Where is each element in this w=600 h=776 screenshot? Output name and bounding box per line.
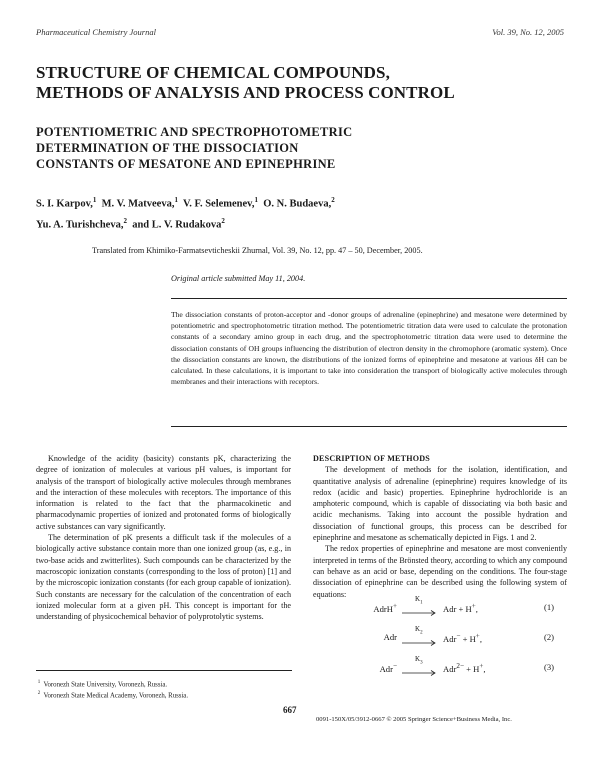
submission-date: Original article submitted May 11, 2004. bbox=[171, 274, 306, 283]
author-name: O. N. Budaeva, bbox=[263, 198, 332, 210]
equation-rhs-charge: 2− bbox=[456, 662, 464, 670]
affiliation-mark: 2 bbox=[221, 216, 225, 225]
section-title bbox=[36, 63, 576, 103]
equation-number: (1) bbox=[544, 602, 555, 612]
affiliation-mark: 2 bbox=[123, 216, 127, 225]
affiliation-mark: 2 bbox=[331, 196, 335, 204]
copyright-line: 0091-150X/05/3912-0667 © 2005 Springer Science+Business Media, Inc. bbox=[316, 716, 512, 723]
equation-punct: , bbox=[483, 663, 486, 674]
equation-rhs: Adr bbox=[443, 663, 457, 674]
section-title-line: METHODS OF ANALYSIS AND PROCESS CONTROL bbox=[36, 83, 455, 102]
equation-rhs-charge: + bbox=[471, 602, 476, 610]
equilibrium-arrow-icon bbox=[401, 664, 437, 676]
footnote: Voronezh State Medical Academy, Voronezh, Russia. bbox=[43, 692, 189, 700]
equation-punct: , bbox=[479, 633, 482, 644]
author-list bbox=[36, 192, 576, 233]
affiliation-mark: 1 bbox=[174, 196, 178, 204]
article-title-line: CONSTANTS OF MESATONE AND EPINEPHRINE bbox=[36, 157, 336, 171]
footnote-rule bbox=[36, 670, 292, 671]
footnote-mark: 2 bbox=[37, 691, 41, 697]
equation-2 bbox=[313, 625, 567, 650]
rate-constant-index: 1 bbox=[420, 600, 423, 606]
volume-info: Vol. 39, No. 12, 2005 bbox=[492, 27, 564, 37]
body-paragraph: Knowledge of the acidity (basicity) constants pK, characterizing the degree of ionization of molecules at various pH values, is important for analysis of the transport of biologically active molecules through membranes and the interaction of these molecules with receptors. The importance of this information is related to the fact that the pharmacokinetic and pharmacodynamic properties of ionized and protonated forms of biologically active substances can vary significantly. bbox=[36, 454, 291, 531]
article-title-line: DETERMINATION OF THE DISSOCIATION bbox=[36, 141, 299, 155]
equation-punct: , bbox=[475, 603, 478, 614]
section-heading: DESCRIPTION OF METHODS bbox=[313, 454, 430, 463]
body-paragraph: The determination of pK presents a difficult task if the molecules of a biologically active substance contain more than one ionized group (as, e.g., in two-base acids and zwitterlites). Such compounds can be characterized by the macroscopic ionization constants (corresponding to the loss of proton) [1] and by the microscopic ionization constants (for each group capable of ionization). Such constants are necessary for the calculation of the concentration of each ionized molecular form at a given pH. This concept is important for the understanding of physicochemical behavior of polyprotolytic systems. bbox=[36, 533, 291, 622]
section-title-line: STRUCTURE OF CHEMICAL COMPOUNDS, bbox=[36, 63, 390, 82]
equation-1 bbox=[313, 595, 567, 620]
equation-3 bbox=[313, 655, 567, 680]
equation-rhs-charge: − bbox=[456, 632, 461, 640]
translation-note: Translated from Khimiko-Farmatsevticheskii Zhurnal, Vol. 39, No. 12, pp. 47 – 50, December, 2005. bbox=[92, 246, 423, 255]
rate-constant-index: 2 bbox=[420, 630, 423, 636]
abstract: The dissociation constants of proton-acceptor and -donor groups of adrenaline (epinephrine) and mesatone were determined by potentiometric and spectrophotometric titration method. The potentiometric titration data were used to calculate the protonation constants of a secondary amino group in each drug, and the spectrophotometric titration data were used to determine the dissociation constants of OH groups influencing the distribution of electron density in the chromophore (aromatic system). Once the dissociation constants are known, the distributions of the ionized forms of epinephrine and mesatone at various δH can be calculated. In these calculations, it is important to take into consideration the transport of biologically active molecules through membranes and their interactions with receptors. bbox=[171, 310, 567, 387]
journal-name: Pharmaceutical Chemistry Journal bbox=[36, 27, 156, 37]
equation-lhs: Adr bbox=[379, 663, 393, 674]
abstract-bottom-rule bbox=[171, 426, 567, 427]
abstract-top-rule bbox=[171, 298, 567, 299]
equation-rhs-charge: + bbox=[475, 632, 480, 640]
left-column bbox=[36, 453, 291, 622]
body-paragraph: The redox properties of epinephrine and mesatone are most conveniently interpreted in terms of the Brönsted theory, according to which any compound can behave as an acid or base, depending on the conditions. The four-stage dissociation of epinephrine can be described using the following system of equations: bbox=[313, 544, 567, 599]
equation-lhs-charge: − bbox=[392, 662, 397, 670]
author-name: Yu. A. Turishcheva, bbox=[36, 219, 124, 230]
rate-constant: K bbox=[415, 625, 421, 633]
equation-rhs: + H bbox=[464, 663, 480, 674]
equation-number: (2) bbox=[544, 632, 555, 642]
equation-lhs-charge: + bbox=[392, 602, 397, 610]
equilibrium-arrow-icon bbox=[401, 634, 437, 646]
equation-rhs: Adr + H bbox=[443, 603, 472, 614]
footnote-mark: 1 bbox=[37, 680, 41, 685]
footnotes bbox=[36, 678, 292, 701]
rate-constant-index: 3 bbox=[420, 660, 423, 666]
author-name: M. V. Matveeva, bbox=[101, 198, 175, 210]
body-paragraph: The development of methods for the isolation, identification, and quantitative analysis of adrenaline (epinephrine) requires knowledge of its redox (acidic and basic) properties. Epinephrine hydrochloride is an amphoteric compound, which is capable of dissociating via both basic and acidic mechanisms. Taking into account the possible hydration and dissociation of functional groups, this process can be described for epinephrine and mesatone as schematically depicted in Figs. 1 and 2. bbox=[313, 465, 567, 543]
footnote: Voronezh State University, Voronezh, Russia. bbox=[43, 681, 168, 689]
rate-constant: K bbox=[415, 595, 421, 603]
article-title bbox=[36, 124, 576, 172]
equation-number: (3) bbox=[544, 662, 555, 672]
equation-lhs: AdrH bbox=[373, 603, 393, 614]
equation-rhs: Adr bbox=[443, 633, 457, 644]
article-title-line: POTENTIOMETRIC AND SPECTROPHOTOMETRIC bbox=[36, 125, 353, 139]
page-number: 667 bbox=[283, 705, 297, 715]
equation-rhs: + H bbox=[460, 633, 476, 644]
equation-lhs: Adr bbox=[383, 632, 397, 642]
author-name: and L. V. Rudakova bbox=[132, 219, 222, 230]
author-name: S. I. Karpov, bbox=[36, 198, 93, 210]
affiliation-mark: 1 bbox=[92, 196, 97, 204]
right-column bbox=[313, 453, 567, 600]
affiliation-mark: 1 bbox=[254, 196, 258, 204]
equilibrium-arrow-icon bbox=[401, 604, 437, 616]
rate-constant: K bbox=[415, 655, 421, 663]
equation-rhs-charge: + bbox=[479, 662, 484, 670]
author-name: V. F. Selemenev, bbox=[183, 198, 255, 210]
